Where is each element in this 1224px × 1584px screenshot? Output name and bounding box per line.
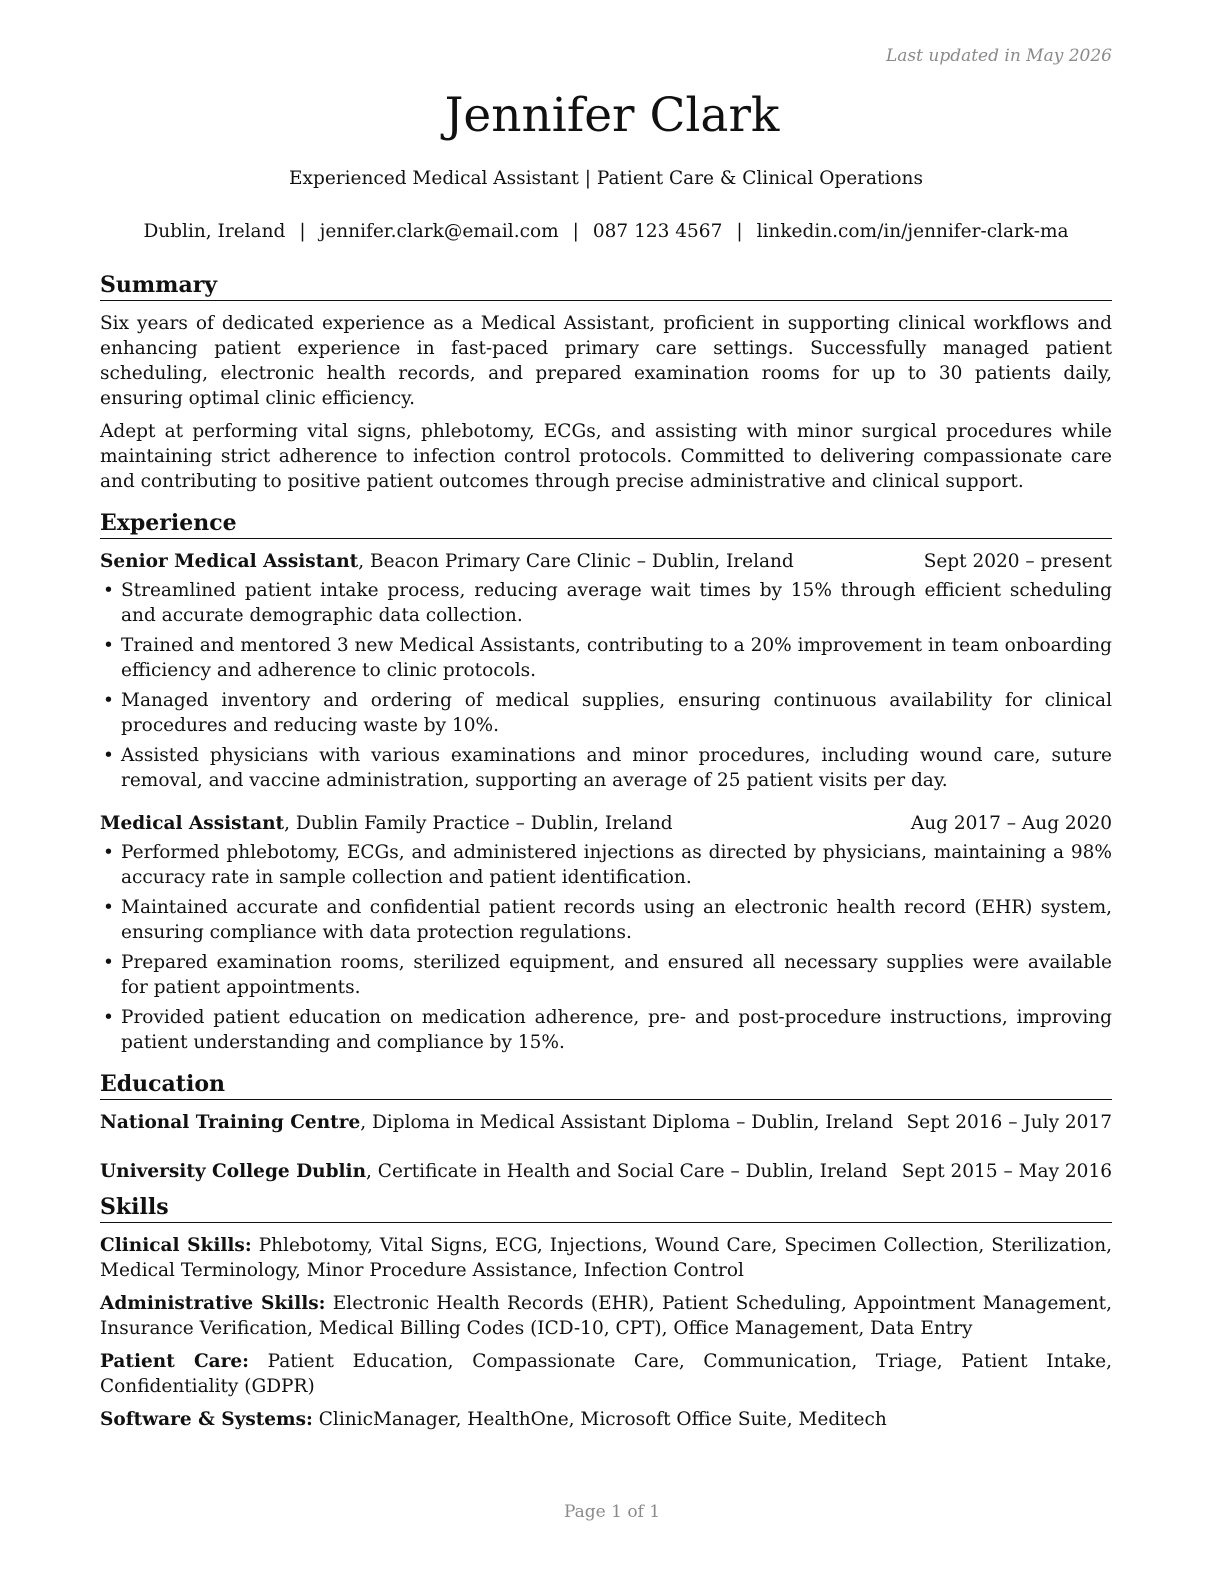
skill-list: ClinicManager, HealthOne, Microsoft Office Suite, Meditech	[312, 1409, 887, 1430]
contact-line	[0, 219, 1212, 244]
skill-list: Patient Education, Compassionate Care, Communication, Triage, Patient Intake, Confidentiality (GDPR)	[100, 1351, 1112, 1397]
education-title-line	[100, 1159, 888, 1184]
skill-group	[100, 1407, 1112, 1432]
job-bullet: • Trained and mentored 3 new Medical Assistants, contributing to a 20% improvement in team onboarding efficiency and adherence to clinic protocols.	[100, 633, 1112, 683]
education-entry	[100, 1159, 1112, 1184]
education-detail: , Certificate in Health and Social Care – Dublin, Ireland	[366, 1161, 888, 1182]
skill-label: Patient Care:	[100, 1351, 250, 1372]
job-title-line	[100, 549, 794, 574]
job-bullet: • Assisted physicians with various examinations and minor procedures, including wound care, suture removal, and vaccine administration, supporting an average of 25 patient visits per day.	[100, 743, 1112, 793]
job-role: Medical Assistant	[100, 813, 285, 834]
summary-paragraph: Adept at performing vital signs, phlebotomy, ECGs, and assisting with minor surgical procedures while maintaining strict adherence to infection control protocols. Committed to delivering compassionate care and contributing to positive patient outcomes through precise administrative and clinical support.	[100, 421, 1112, 492]
summary-section	[100, 270, 1112, 494]
job-org: , Beacon Primary Care Clinic – Dublin, Ireland	[358, 551, 794, 572]
skills-section	[100, 1192, 1112, 1432]
education-detail: , Diploma in Medical Assistant Diploma – Dublin, Ireland	[360, 1112, 894, 1133]
education-section	[100, 1069, 1112, 1184]
contact-separator: |	[299, 221, 306, 242]
section-heading-education: Education	[100, 1069, 1112, 1100]
skill-list: Electronic Health Records (EHR), Patient Scheduling, Appointment Management, Insurance Verification, Medical Billing Codes (ICD-10, CPT), Office Management, Data Entry	[100, 1293, 1112, 1339]
job-entry	[100, 811, 1112, 1055]
skill-group	[100, 1349, 1112, 1399]
job-role: Senior Medical Assistant	[100, 551, 359, 572]
job-header	[100, 811, 1112, 836]
skill-label: Administrative Skills:	[100, 1293, 326, 1314]
job-header	[100, 549, 1112, 574]
resume-content	[100, 270, 1112, 1446]
contact-location: Dublin, Ireland	[143, 221, 286, 242]
education-entry	[100, 1110, 1112, 1135]
job-bullet: • Streamlined patient intake process, reducing average wait times by 15% through efficient scheduling and accurate demographic data collection.	[100, 578, 1112, 628]
tagline: Experienced Medical Assistant | Patient Care & Clinical Operations	[289, 168, 923, 189]
section-heading-summary: Summary	[100, 270, 1112, 301]
contact-email[interactable]: jennifer.clark@email.com	[319, 221, 559, 242]
contact-linkedin[interactable]: linkedin.com/in/jennifer-clark-ma	[756, 221, 1069, 242]
job-bullets	[100, 840, 1112, 1055]
last-updated: Last updated in May 2026	[885, 46, 1112, 66]
job-title-line	[100, 811, 673, 836]
skill-label: Clinical Skills:	[100, 1235, 252, 1256]
job-bullet: • Maintained accurate and confidential patient records using an electronic health record (EHR) system, ensuring compliance with data protection regulations.	[100, 895, 1112, 945]
job-dates: Sept 2020 – present	[923, 551, 1112, 572]
job-bullet: • Provided patient education on medication adherence, pre- and post-procedure instructions, improving patient understanding and compliance by 15%.	[100, 1005, 1112, 1055]
skill-group	[100, 1291, 1112, 1341]
education-dates: Sept 2015 – May 2016	[901, 1161, 1112, 1182]
page-number: Page 1 of 1	[563, 1502, 661, 1522]
job-dates: Aug 2017 – Aug 2020	[910, 813, 1112, 834]
education-school: National Training Centre	[100, 1112, 361, 1133]
skill-group	[100, 1233, 1112, 1283]
section-heading-skills: Skills	[100, 1192, 1112, 1223]
summary-paragraph: Six years of dedicated experience as a Medical Assistant, proficient in supporting clinical workflows and enhancing patient experience in fast-paced primary care settings. Successfully managed patient scheduling, electronic health records, and prepared examination rooms for up to 30 patients daily, ensuring optimal clinic efficiency.	[100, 313, 1112, 409]
skill-list: Phlebotomy, Vital Signs, ECG, Injections, Wound Care, Specimen Collection, Sterilization, Medical Terminology, Minor Procedure Assistance, Infection Control	[100, 1235, 1113, 1281]
education-title-line	[100, 1110, 893, 1135]
job-bullets	[100, 578, 1112, 793]
contact-separator: |	[736, 221, 743, 242]
job-bullet: • Prepared examination rooms, sterilized equipment, and ensured all necessary supplies were available for patient appointments.	[100, 950, 1112, 1000]
candidate-name: Jennifer Clark	[444, 88, 780, 143]
skill-label: Software & Systems:	[100, 1409, 313, 1430]
section-heading-experience: Experience	[100, 508, 1112, 539]
job-entry	[100, 549, 1112, 793]
contact-separator: |	[572, 221, 579, 242]
education-school: University College Dublin	[100, 1161, 367, 1182]
experience-section	[100, 508, 1112, 1055]
job-bullet: • Managed inventory and ordering of medical supplies, ensuring continuous availability for clinical procedures and reducing waste by 10%.	[100, 688, 1112, 738]
contact-phone: 087 123 4567	[592, 221, 723, 242]
job-org: , Dublin Family Practice – Dublin, Ireland	[284, 813, 673, 834]
job-bullet: • Performed phlebotomy, ECGs, and administered injections as directed by physicians, maintaining a 98% accuracy rate in sample collection and patient identification.	[100, 840, 1112, 890]
education-dates: Sept 2016 – July 2017	[906, 1112, 1112, 1133]
